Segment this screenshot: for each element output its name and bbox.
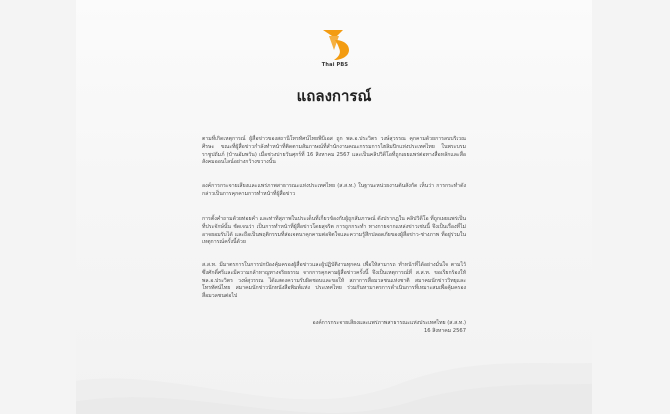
background-wave xyxy=(76,327,592,414)
signature-org: องค์การกระจายเสียงและแพร่ภาพสาธารณะแห่งประเทศไทย (ส.ส.ท.) xyxy=(312,320,466,326)
paragraph-3: การตั้งคำถามด้วยท่อยคำ และท่าทีสุภาพในประเด็นที่เกี่ยวข้องกับผู้ถูกสัมภาษณ์ ดังปรากฏใน คลิปวิดีโอ ที่ถูกเผยแพร่เป็นที่ประจักษ์นั้น ชัดเจนว่า เป็นการทำหน้าที่ผู้สื่อข่าวโดยสุจริต การถูกกระทำ ทางกายจากแหล่งข่าวเช่นนี้ จึงเป็นเรื่องที่ไม่อาจยอมรับได้ และถือเป็นพฤติกรรมที่ส่อเจตนาคุกคามต่อจิตใจและความรู้สึกปลอดภัยของผู้สื่อข่าว-ช่างภาพ ที่อยู่ร่วมในเหตุการณ์ครั้งนี้ด้วย xyxy=(202,216,466,246)
page-title: แถลงการณ์ xyxy=(296,87,372,105)
thai-pbs-logo-icon xyxy=(313,22,357,66)
letter-sheet xyxy=(76,0,592,414)
right-margin xyxy=(592,0,670,414)
left-margin xyxy=(0,0,76,414)
brand-name: Thai PBS xyxy=(321,62,349,68)
signature-date: 16 สิงหาคม 2567 xyxy=(423,327,466,334)
paragraph-4: ส.ส.ท. มีมาตรการในการปกป้องคุ้มครองผู้สื่อข่าวและผู้ปฏิบัติงานทุกคน เพื่อให้สามารถ ทำหน้าที่ได้อย่างมั่นใจ ตามไว้ซึ่งศักดิ์ศรีและมีความกล้าหาญทางจริยธรรม จากการคุกคามผู้สื่อข่าวครั้งนี้ จึงเป็นเหตุการณ์ที่ ส.ส.ท. ขอเรียกร้องให้ พล.อ.ประวิตร วงษ์สุวรรณ ได้แสดงความรับผิดชอบและขอให้ สภาการสื่อมวลชนแห่งชาติ สมาคมนักข่าววิทยุและโทรทัศน์ไทย สมาคมนักข่าวนักหนังสือพิมพ์แห่ง ประเทศไทย ร่วมกันหามาตรการดำเนินการที่เหมาะสมเพื่อคุ้มครองสื่อมวลชนต่อไป xyxy=(202,262,466,300)
paragraph-1: ตามที่เกิดเหตุการณ์ ผู้สื่อข่าวของสถานีโทรทัศน์ไทยพีบีเอส ถูก พล.อ.ประวิตร วงษ์สุวรรณ คุกคามด้วยการลบบริเวณศีรษะ ขณะที่ผู้สื่อข่าวกำลังทำหน้าที่ติดตามสัมภาษณ์ที่สำนักงานคณะกรรมการไฮลิมปิกแห่งประเทศไทย ในพระบรมราชูปถัมภ์ (บ้านอัมพวัน) เมื่อช่วงบ่ายวันศุกร์ที่ 16 สิงหาคม 2567 และเป็นคลิปวิดีโอที่ถูกเผยแพร่ต่อทางสื่อหลักและสื่อสังคมออนไลน์อย่างกว้างขวางนั้น xyxy=(202,136,466,166)
paragraph-2: องค์การกระจายเสียงและแพร่ภาพสาธารณะแห่งประเทศไทย (ส.ส.ท.) ในฐานะหน่วยงานต้นสังกัด เห็นว่า การกระทำดังกล่าวเป็นการคุกคามการทำหน้าที่ผู้สื่อข่าว xyxy=(202,183,466,197)
signature-block xyxy=(313,320,466,336)
